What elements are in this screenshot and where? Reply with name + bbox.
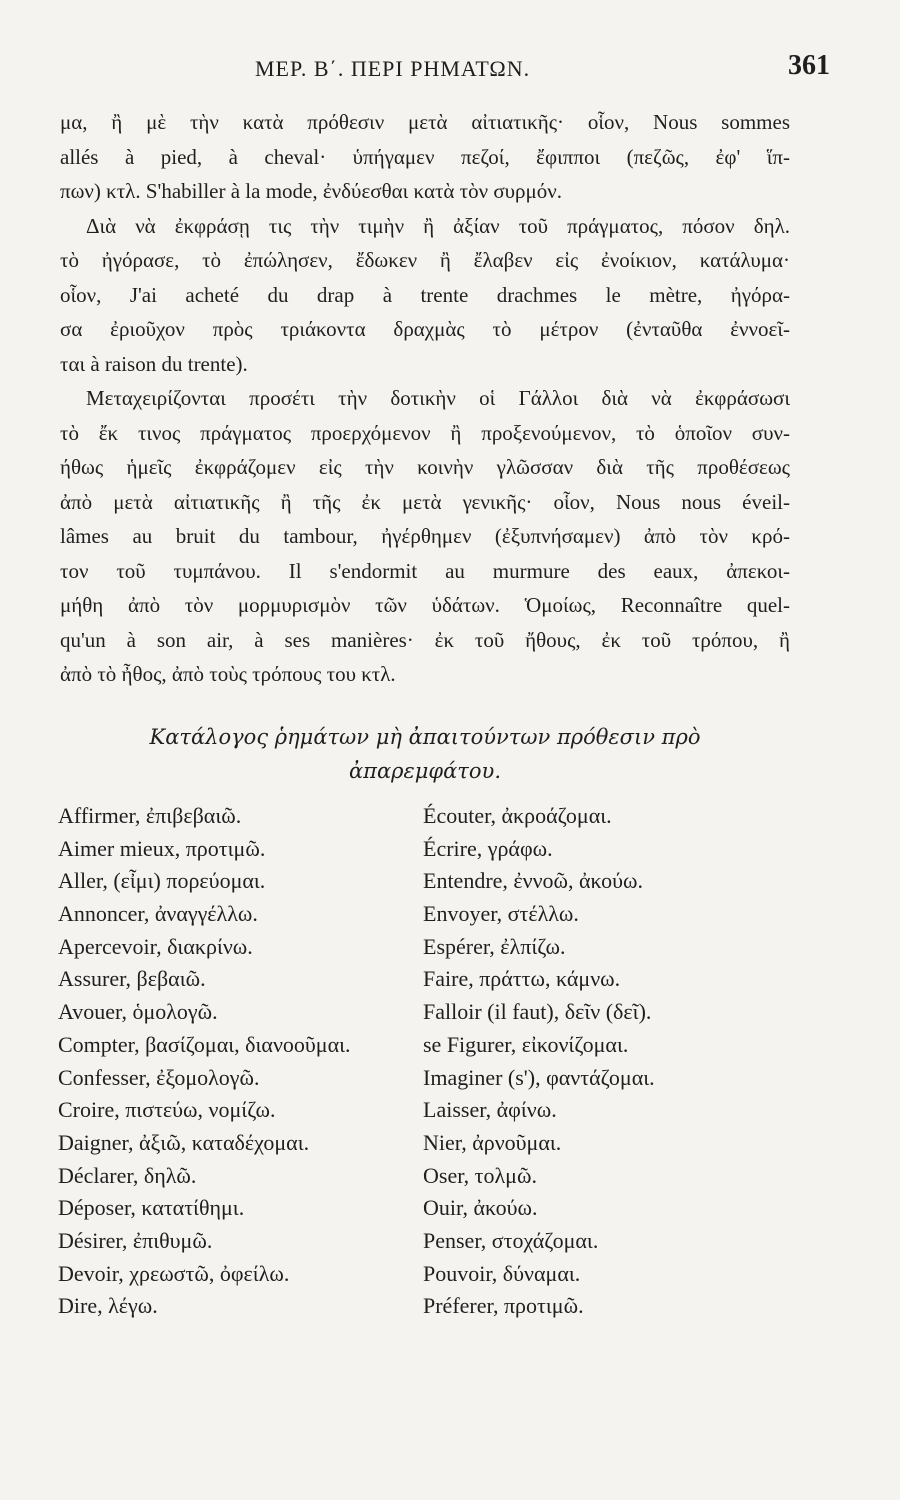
page-number: 361 xyxy=(788,50,830,81)
verb-entry: Préferer, προτιμῶ. xyxy=(423,1293,584,1319)
text-line: πων) κτλ. S'habiller à la mode, ἐνδύεσθαι κατὰ τὸν συρμόν. xyxy=(60,179,563,203)
verb-entry: Déposer, κατατίθημι. xyxy=(58,1195,245,1221)
verb-entry: Aimer mieux, προτιμῶ. xyxy=(58,835,266,861)
text-line: lâmes au bruit du tambour, ἠγέρθημεν (ἐξυπνήσαμεν) ἀπὸ τὸν κρό- xyxy=(60,524,790,548)
verb-entry: Entendre, ἐννοῶ, ἀκούω. xyxy=(423,868,644,894)
list-caption xyxy=(60,720,790,788)
text-line: ἀπὸ τὸ ἦθος, ἀπὸ τοὺς τρόπους του κτλ. xyxy=(60,662,396,686)
verb-entry: Déclarer, δηλῶ. xyxy=(58,1162,197,1188)
text-line: ἀπὸ μετὰ αἰτιατικῆς ἢ τῆς ἐκ μετὰ γενικῆς· οἷον, Nous nous éveil- xyxy=(60,489,790,514)
text-line: σα ἐριοῦχον πρὸς τριάκοντα δραχμὰς τὸ μέτρον (ἐνταῦθα ἐννοεῖ- xyxy=(60,317,790,341)
text-line: τὸ ἔκ τινος πράγματος προερχόμενον ἢ προξενούμενον, τὸ ὁποῖον συν- xyxy=(60,420,790,445)
verb-entry: Assurer, βεβαιῶ. xyxy=(58,966,206,992)
text-line: μα, ἢ μὲ τὴν κατὰ πρόθεσιν μετὰ αἰτιατικῆς· οἷον, Nous sommes xyxy=(60,110,790,134)
text-line: Διὰ νὰ ἐκφράσῃ τις τὴν τιμὴν ἢ ἀξίαν τοῦ πράγματος, πόσον δηλ. xyxy=(86,213,790,238)
text-line: Μεταχειρίζονται προσέτι τὴν δοτικὴν οἱ Γάλλοι διὰ νὰ ἐκφράσωσι xyxy=(86,386,790,410)
verb-entry: Dire, λέγω. xyxy=(58,1293,158,1319)
verb-entry: Ouir, ἀκούω. xyxy=(423,1195,538,1221)
text-line: ται à raison du trente). xyxy=(60,351,248,376)
verb-entry: Écouter, ἀκροάζομαι. xyxy=(423,803,612,828)
verb-entry: Désirer, ἐπιθυμῶ. xyxy=(58,1227,213,1253)
running-head xyxy=(0,48,900,88)
body-text xyxy=(60,105,790,692)
caption-line: Κατάλογος ῥημάτων μὴ ἀπαιτούντων πρόθεσιν πρὸ xyxy=(149,725,701,749)
text-line: ήθως ἡμεῖς ἐκφράζομεν εἰς τὴν κοινὴν γλῶσσαν διὰ τῆς προθέσεως xyxy=(60,455,790,479)
verb-entry: Devoir, χρεωστῶ, ὀφείλω. xyxy=(58,1260,290,1286)
verb-entry: Imaginer (s'), φαντάζομαι. xyxy=(423,1064,655,1090)
text-line: οἷον, J'ai acheté du drap à trente drachmes le mètre, ἠγόρα- xyxy=(60,282,790,307)
verb-entry: Croire, πιστεύω, νομίζω. xyxy=(58,1097,276,1123)
verb-entry: se Figurer, εἰκονίζομαι. xyxy=(423,1031,629,1057)
verb-entry: Nier, ἀρνοῦμαι. xyxy=(423,1129,562,1155)
verb-list-right-column xyxy=(423,800,655,1323)
verb-entry: Envoyer, στέλλω. xyxy=(423,901,579,927)
verb-entry: Faire, πράττω, κάμνω. xyxy=(423,966,621,992)
verb-entry: Avouer, ὁμολογῶ. xyxy=(58,999,218,1025)
text-line: qu'un à son air, à ses manières· ἐκ τοῦ ἤθους, ἐκ τοῦ τρόπου, ἢ xyxy=(60,627,790,652)
verb-entry: Pouvoir, δύναμαι. xyxy=(423,1260,581,1286)
verb-entry: Laisser, ἀφίνω. xyxy=(423,1097,557,1123)
verb-entry: Annoncer, ἀναγγέλλω. xyxy=(58,901,258,927)
verb-entry: Falloir (il faut), δεῖν (δεῖ). xyxy=(423,999,652,1025)
text-line: τὸ ἠγόρασε, τὸ ἐπώλησεν, ἔδωκεν ἢ ἔλαβεν εἰς ἐνοίκιον, κατάλυμα· xyxy=(60,248,790,272)
verb-entry: Oser, τολμῶ. xyxy=(423,1162,537,1188)
verb-entry: Aller, (εἶμι) πορεύομαι. xyxy=(58,868,266,894)
verb-entry: Apercevoir, διακρίνω. xyxy=(58,933,253,959)
running-title: ΜΕΡ. Β΄. ΠΕΡΙ ΡΗΜΑΤΩΝ. xyxy=(255,56,531,81)
caption-line: ἀπαρεμφάτου. xyxy=(348,759,501,783)
verb-entry: Penser, στοχάζομαι. xyxy=(423,1227,599,1253)
verb-entry: Confesser, ἐξομολογῶ. xyxy=(58,1064,260,1090)
verb-entry: Écrire, γράφω. xyxy=(423,835,553,861)
verb-entry: Compter, βασίζομαι, διανοοῦμαι. xyxy=(58,1031,351,1057)
text-line: τον τοῦ τυμπάνου. Il s'endormit au murmure des eaux, ἀπεκοι- xyxy=(60,558,790,583)
verb-list-left-column xyxy=(58,800,351,1323)
text-line: allés à pied, à cheval· ὑπήγαμεν πεζοί, ἔφιπποι (πεζῶς, ἐφ' ἵπ- xyxy=(60,144,790,169)
verb-entry: Espérer, ἐλπίζω. xyxy=(423,933,566,959)
verb-entry: Daigner, ἀξιῶ, καταδέχομαι. xyxy=(58,1129,310,1155)
verb-entry: Affirmer, ἐπιβεβαιῶ. xyxy=(58,803,242,828)
text-line: μήθη ἀπὸ τὸν μορμυρισμὸν τῶν ὑδάτων. Ὁμοίως, Reconnaître quel- xyxy=(60,593,790,617)
